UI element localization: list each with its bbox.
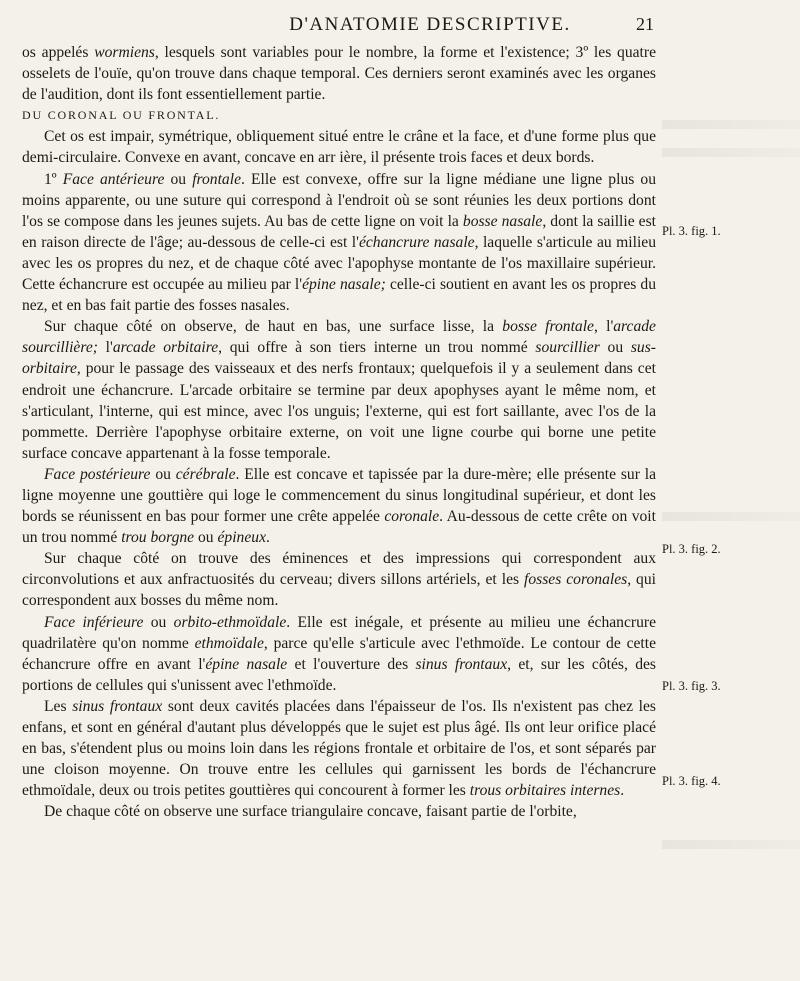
text-run: ou (150, 465, 176, 483)
italic-term: arcade orbitaire (112, 339, 219, 357)
text-run: , l' (593, 318, 614, 336)
italic-term: épine nasale (205, 655, 288, 673)
plate-reference: Pl. 3. fig. 3. (662, 679, 721, 693)
italic-term: Face antérieure (62, 170, 165, 188)
paragraph-sinus-frontaux (22, 696, 656, 801)
italic-term: échancrure nasale (358, 233, 475, 251)
text-run: . (266, 529, 270, 547)
italic-term: fosses coronales (524, 571, 628, 589)
text-run: , qui offre à son tiers interne un trou nommé (218, 339, 536, 357)
paragraph-intro: Cet os est impair, symétrique, obliquement situé entre le crâne et la face, et d'une forme plus que demi-circulaire. Convexe en avant, concave en arr ière, il présente trois faces et deux bords. (22, 128, 656, 167)
plate-reference: Pl. 3. fig. 4. (662, 774, 721, 788)
text-run: ou (143, 613, 174, 631)
text-run: , lesquels sont variables pour le nombre, la forme et l'existence; 3º les quatre osselets de l'ouïe, qu'on trouve dans chaque temporal. Ces derniers seront examinés avec les organes de l'audition, dont ils font essentiellement partie. (22, 44, 657, 104)
text-run: 1º (44, 170, 63, 188)
italic-term: sourcillier (535, 339, 600, 357)
text-run: l' (97, 339, 113, 357)
italic-term: épineux (217, 529, 266, 547)
italic-term: ethmoïdale (194, 634, 264, 652)
text-run: , pour le passage des vaisseaux et des nerfs frontaux; quelquefois il y a seulement dans cet endroit une échancrure. L'arcade orbitaire se termine par deux apophyses ayant le même nom, et s'articulant, l'interne, qui est mince, avec l'os unguis; l'externe, qui est fort saillante, avec l'os de la pommette. Derrière l'apophyse orbitaire externe, on voit une ligne courbe qui borne une petite surface concave appartenant à la fosse temporale. (22, 360, 656, 462)
text-run: os appelés (22, 44, 95, 61)
text-run: et l'ouverture des (287, 655, 416, 673)
italic-term: sinus frontaux (72, 697, 163, 715)
text-run: sont deux cavités placées dans l'épaisseur de l'os. Ils n'existent pas chez les enfans, et sont en général d'autant plus développés que le sujet est plus âgé. Ils ont leur orifice placé en bas, s'étendent plus ou moins loin dans les régions frontale et orbitaire de l'os, et sont séparés par une cloison moyenne. On trouve entre les cellules qui garnissent les bords de l'échancrure ethmoïdale, deux ou trois petites gouttières qui concourent à former les (22, 697, 657, 800)
italic-term: Face postérieure (44, 465, 151, 483)
paragraph-bosse-frontale (22, 316, 656, 464)
paragraph-face-inferieure (22, 612, 656, 696)
text-run: , parce qu'elle s'articule avec l'ethmoïde. Le contour de cette échancrure offre en avant l' (22, 634, 656, 673)
text-run: , dont la saillie est en raison directe de l'âge; au-dessous de celle-ci est l' (22, 212, 657, 251)
text-run: . (620, 782, 625, 800)
italic-term: trou borgne (121, 529, 195, 547)
text-run: Sur chaque côté on trouve des éminences et des impressions qui correspondent aux circonvolutions et aux anfractuosités du cerveau; divers sillons artériels, et les (22, 550, 656, 589)
paragraph-face-posterieure (22, 464, 656, 548)
italic-term: bosse nasale (462, 212, 543, 230)
paragraph-face-anterieure (22, 169, 656, 317)
plate-reference: Pl. 3. fig. 1. (662, 224, 721, 238)
text-run: celle-ci soutient en avant les os propres du nez, et en bas fait partie des fosses nasales. (22, 276, 657, 315)
text-run: , et, sur les côtés, des portions de cellules qui s'unissent avec l'ethmoïde. (22, 655, 656, 694)
text-run: . Elle est convexe, offre sur la ligne médiane une ligne plus ou moins apparente, ou une suture qui correspond à l'endroit où se sont réunies les deux portions dont l'os se compose dans les jeunes sujets. Au bas de cette ligne on voit la (22, 170, 656, 230)
italic-term: trous orbitaires internes (469, 782, 621, 800)
italic-term: wormiens (94, 44, 155, 61)
italic-term: coronale (384, 508, 440, 526)
italic-term: orbito-ethmoïdale (173, 613, 287, 631)
italic-term: frontale (192, 170, 241, 188)
body-text (22, 42, 656, 822)
text-run: . Elle est inégale, et présente au milieu une échancrure quadrilatère qu'on nomme (22, 613, 657, 652)
text-run: , qui correspondent aux bosses du même nom. (22, 571, 656, 610)
text-run: ou (164, 170, 193, 188)
section-title: DU CORONAL OU FRONTAL. (22, 108, 221, 123)
page-number: 21 (636, 14, 654, 34)
italic-term: sus-orbitaire (22, 339, 656, 378)
italic-term: bosse frontale (502, 318, 594, 336)
text-run: ou (599, 339, 631, 357)
italic-term: Face inférieure (44, 613, 144, 631)
plate-reference: Pl. 3. fig. 2. (662, 542, 721, 556)
paragraph-circonvolutions (22, 548, 656, 611)
italic-term: sinus frontaux (415, 655, 508, 673)
italic-term: épine nasale; (302, 276, 386, 294)
text-run: Les (44, 697, 73, 715)
text-run: Sur chaque côté on observe, de haut en bas, une surface lisse, la (44, 318, 503, 336)
paragraph-wormiens (22, 42, 656, 105)
text-run: ou (194, 529, 218, 547)
text-run: , laquelle s'articule au milieu avec les os propres du nez, et de chaque côté avec l'apophyse montante de l'os maxillaire supérieur. Cette échancrure est occupée au milieu par l' (22, 233, 656, 294)
running-title: D'ANATOMIE DESCRIPTIVE. (289, 14, 571, 35)
paragraph-surface-triangulaire: De chaque côté on observe une surface triangulaire concave, faisant partie de l'orbite, (44, 803, 577, 821)
italic-term: arcade sourcillière; (22, 318, 656, 357)
text-run: . Au-dessous de cette crête on voit un trou nommé (22, 508, 656, 547)
text-run: . Elle est concave et tapissée par la dure-mère; elle présente sur la ligne moyenne une gouttière qui loge le commencement du sinus longitudinal supérieur, et dont les bords se réunissent en bas pour former une crête appelée (22, 465, 657, 526)
margin-notes (662, 0, 800, 981)
italic-term: cérébrale (175, 465, 236, 483)
